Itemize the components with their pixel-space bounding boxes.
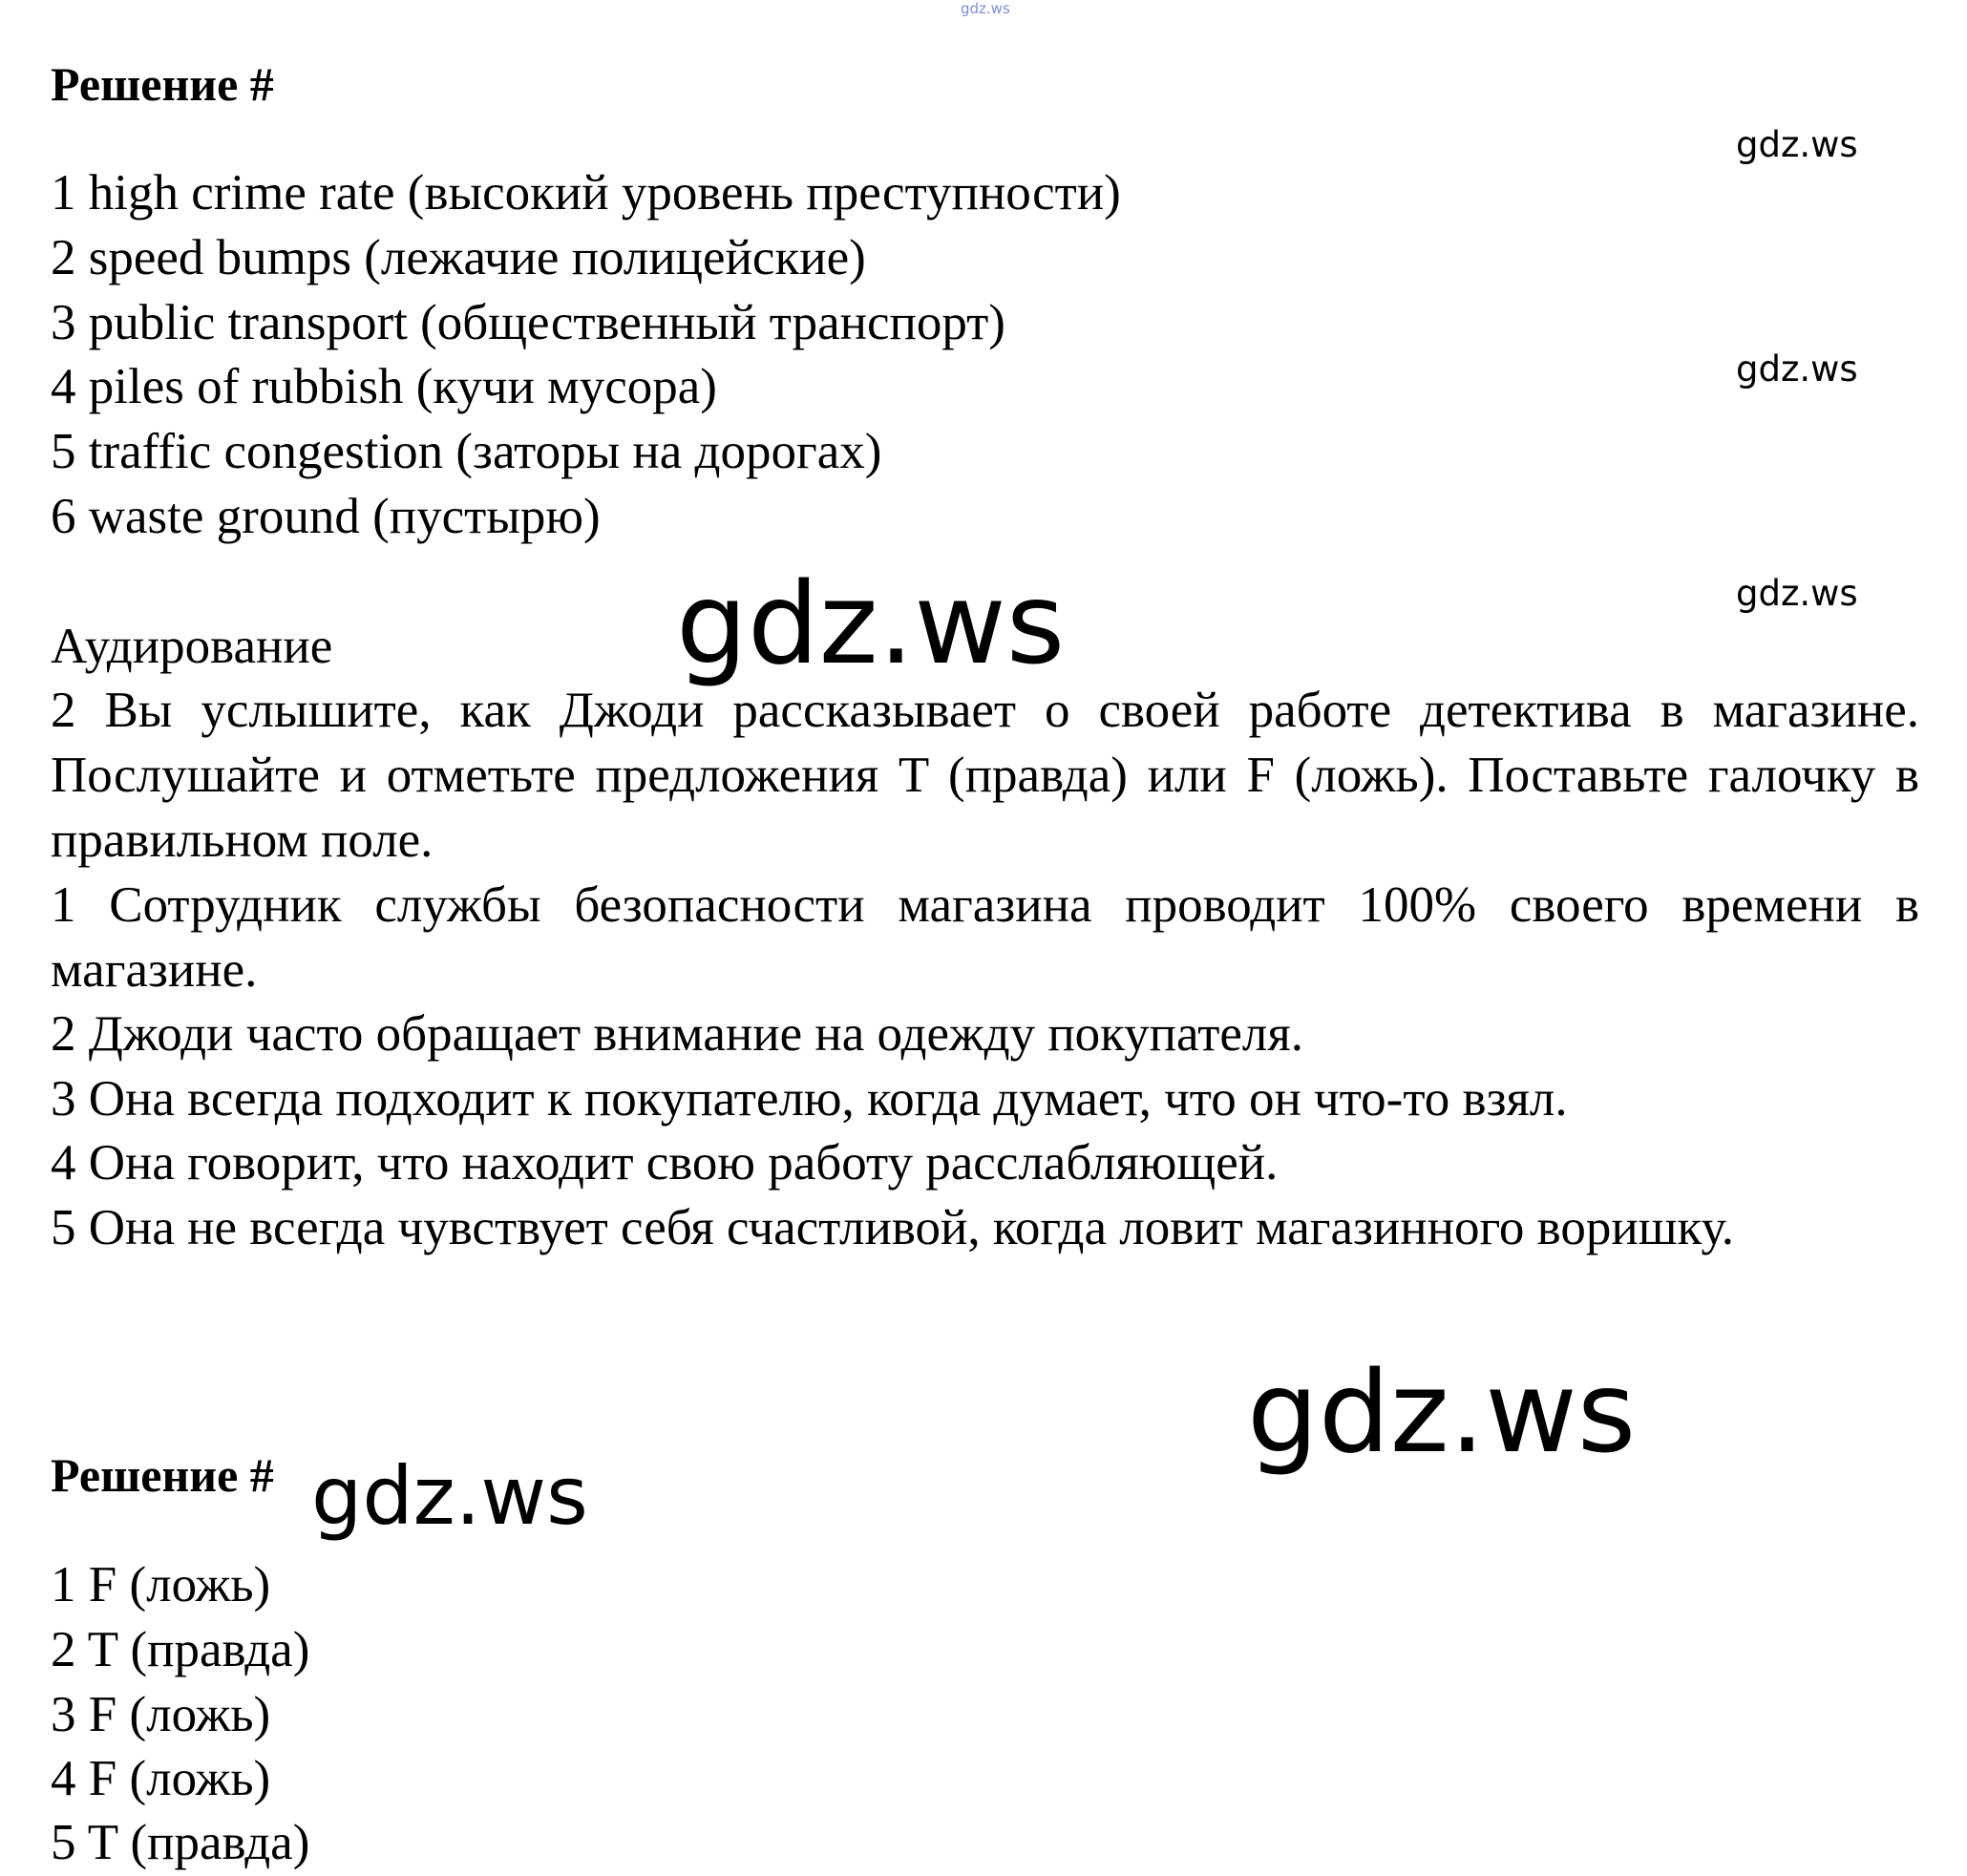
statement-item: 4 Она говорит, что находит свою работу расслабляющей. [51,1135,1279,1191]
watermark-small-3: gdz.ws [1736,573,1858,614]
answer-item: 5 T (правда) [51,1815,310,1870]
vocabulary-item: 5 traffic congestion (заторы на дорогах) [51,424,882,479]
watermark-small-2: gdz.ws [1736,348,1858,390]
watermark-small-1: gdz.ws [1736,124,1858,165]
answer-item: 3 F (ложь) [51,1687,271,1742]
vocabulary-item: 6 waste ground (пустырю) [51,489,601,544]
section1-heading: Решение # [51,57,274,111]
statement-item: 1 Сотрудник службы безопасности магазина проводит 100% своего времени в магазине. [51,877,1919,998]
watermark-big-2: gdz.ws [1247,1346,1637,1478]
vocabulary-item: 1 high crime rate (высокий уровень преступности) [51,165,1121,221]
answer-item: 2 T (правда) [51,1622,310,1677]
watermark-top: gdz.ws [961,0,1010,17]
watermark-inline: gdz.ws [311,1449,588,1543]
task-title: Аудирование [51,619,333,674]
answer-item: 1 F (ложь) [51,1557,271,1613]
statement-item: 2 Джоди часто обращает внимание на одежду покупателя. [51,1006,1303,1062]
answer-item: 4 F (ложь) [51,1751,271,1806]
vocabulary-item: 4 piles of rubbish (кучи мусора) [51,359,717,414]
statement-item: 3 Она всегда подходит к покупателю, когда думает, что он что-то взял. [51,1071,1568,1127]
task-instruction: 2 Вы услышите, как Джоди рассказывает о своей работе детектива в магазине. Послушайте и отметьте предложения T (правда) или F (ложь). Поставьте галочку в правильном поле. [51,683,1919,868]
watermark-big-1: gdz.ws [676,558,1066,689]
vocabulary-item: 2 speed bumps (лежачие полицейские) [51,230,866,285]
section2-heading: Решение # [51,1448,274,1502]
vocabulary-item: 3 public transport (общественный транспорт) [51,295,1005,350]
statement-item: 5 Она не всегда чувствует себя счастливой, когда ловит магазинного воришку. [51,1200,1734,1255]
